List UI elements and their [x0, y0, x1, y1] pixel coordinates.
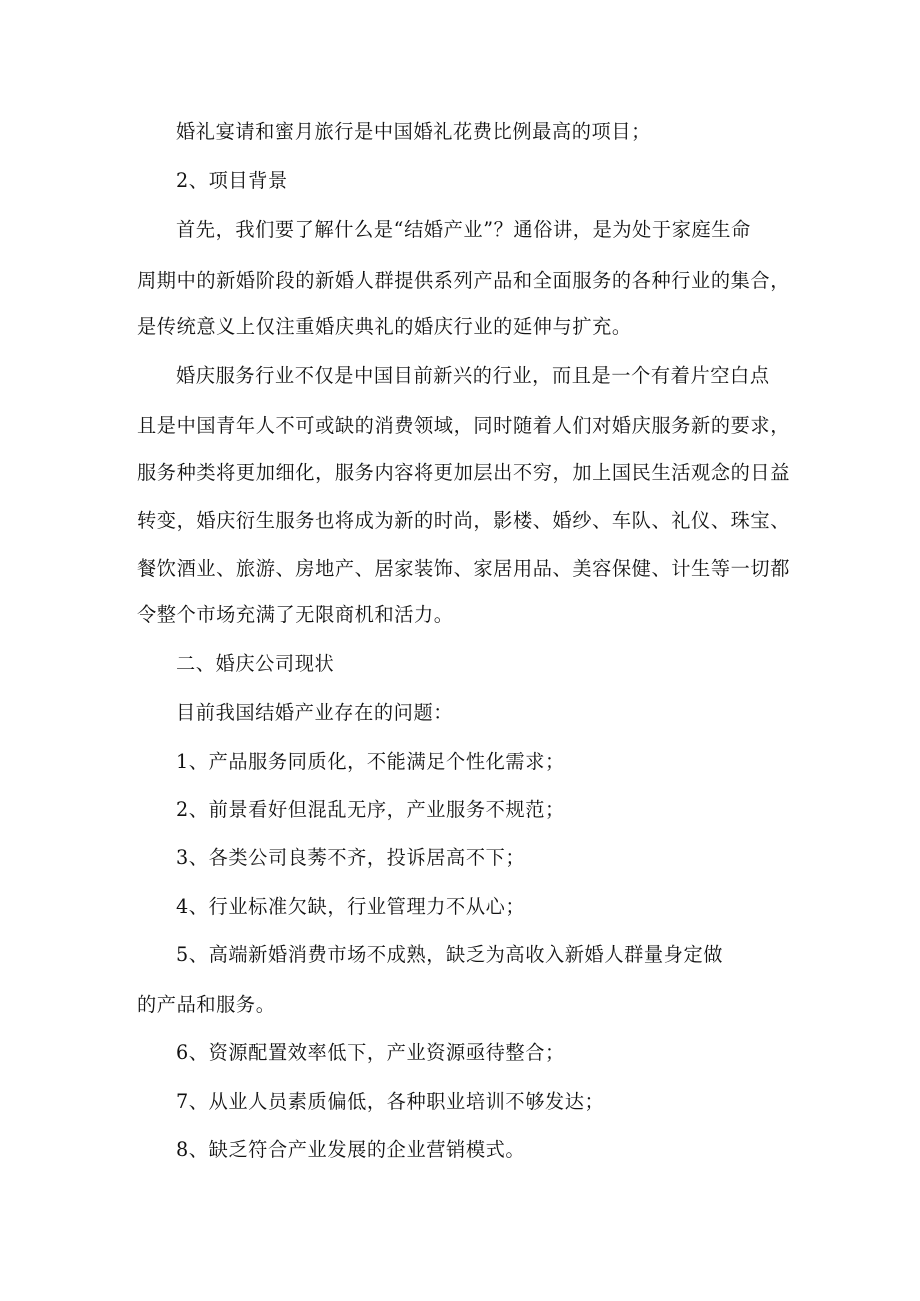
text-line-6: 婚庆服务行业不仅是中国目前新兴的行业，而且是一个有着片空白点: [176, 364, 770, 387]
text-line-8: 服务种类将更加细化，服务内容将更加层出不穷，加上国民生活观念的日益: [137, 461, 790, 484]
list-item-5: 5、高端新婚消费市场不成熟，缺乏为高收入新婚人群量身定做: [176, 943, 724, 966]
text-line-11: 令整个市场充满了无限商机和活力。: [137, 603, 454, 626]
section-heading-project-background: 2、项目背景: [176, 169, 288, 192]
text-line-9: 转变，婚庆衍生服务也将成为新的时尚，影楼、婚纱、车队、礼仪、珠宝、: [137, 509, 790, 532]
list-item-1: 1、产品服务同质化，不能满足个性化需求；: [176, 750, 565, 773]
text-line-1: 婚礼宴请和蜜月旅行是中国婚礼花费比例最高的项目；: [176, 120, 651, 143]
list-item-5-continuation: 的产品和服务。: [137, 993, 276, 1016]
text-line-13: 目前我国结婚产业存在的问题：: [176, 701, 454, 724]
text-line-7: 且是中国青年人不可或缺的消费领域，同时随着人们对婚庆服务新的要求，: [137, 414, 790, 437]
list-item-6: 6、资源配置效率低下，产业资源亟待整合；: [176, 1041, 565, 1064]
list-item-2: 2、前景看好但混乱无序，产业服务不规范；: [176, 798, 565, 821]
text-line-5: 是传统意义上仅注重婚庆典礼的婚庆行业的延伸与扩充。: [137, 315, 632, 338]
list-item-3: 3、各类公司良莠不齐，投诉居高不下；: [176, 846, 526, 869]
section-heading-company-status: 二、婚庆公司现状: [176, 652, 335, 675]
list-item-4: 4、行业标准欠缺，行业管理力不从心；: [176, 895, 526, 918]
list-item-8: 8、缺乏符合产业发展的企业营销模式。: [176, 1138, 526, 1161]
text-line-4: 周期中的新婚阶段的新婚人群提供系列产品和全面服务的各种行业的集合，: [137, 269, 790, 292]
text-line-3: 首先，我们要了解什么是“结婚产业”？通俗讲，是为处于家庭生命: [176, 218, 751, 241]
text-line-10: 餐饮酒业、旅游、房地产、居家装饰、家居用品、美容保健、计生等一切都: [137, 557, 790, 580]
list-item-7: 7、从业人员素质偏低，各种职业培训不够发达；: [176, 1090, 605, 1113]
